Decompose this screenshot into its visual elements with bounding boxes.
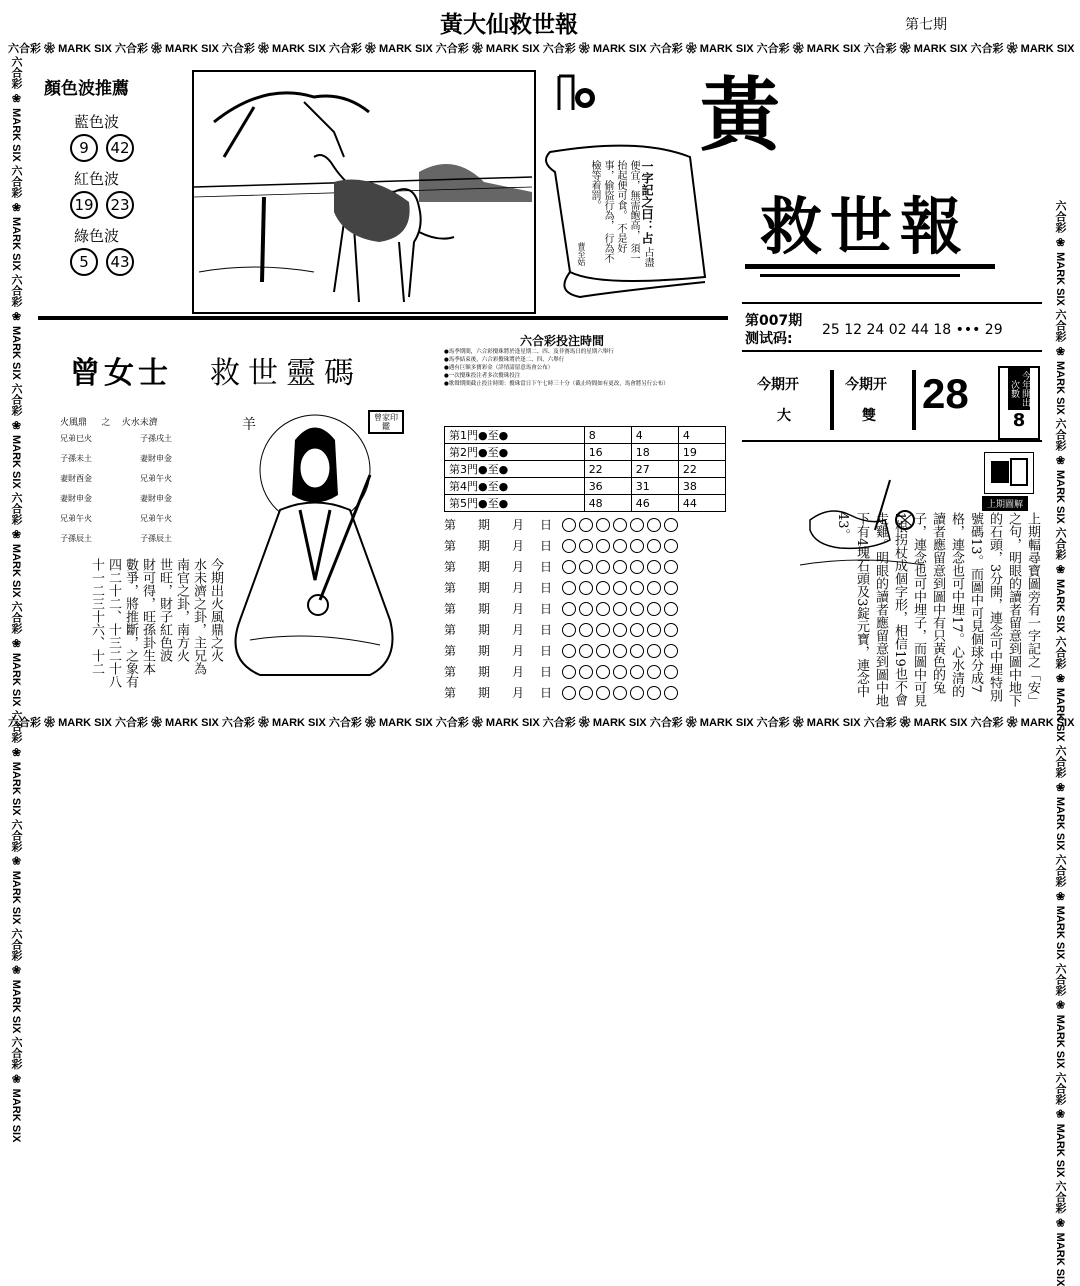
red-wave-numbers bbox=[66, 189, 178, 221]
wave-number: 23 bbox=[106, 191, 134, 219]
record-label: 日 bbox=[540, 602, 553, 616]
timing-line: ●遇有巨額多寶彩金（詳情請留意馬會公布） bbox=[444, 365, 554, 371]
record-label: 月 bbox=[512, 581, 525, 595]
timing-line: ●馬季結束後，六合彩攪珠將於逢二、四、六舉行 bbox=[444, 357, 565, 363]
sheep-char: 羊 bbox=[242, 417, 256, 433]
record-label: 日 bbox=[540, 518, 553, 532]
ball-slot bbox=[579, 644, 593, 658]
record-row bbox=[444, 556, 734, 577]
gua-right-line: 妻財申金 bbox=[140, 454, 172, 463]
record-label: 期 bbox=[478, 560, 491, 574]
ball-slot bbox=[579, 539, 593, 553]
ball-slot bbox=[664, 665, 678, 679]
gates-table bbox=[444, 426, 726, 512]
masthead-big-char: 黃 bbox=[700, 68, 780, 162]
record-label: 日 bbox=[540, 623, 553, 637]
today-b-value: 雙 bbox=[862, 408, 876, 424]
ball-slot bbox=[630, 539, 644, 553]
record-label: 第 bbox=[444, 602, 457, 616]
ball-slot bbox=[630, 518, 644, 532]
record-rows bbox=[444, 514, 734, 703]
ball-slot bbox=[613, 581, 627, 595]
gate-a: 22 bbox=[584, 461, 631, 478]
gua-right-line: 子孫戌土 bbox=[140, 434, 172, 443]
wave-number: 9 bbox=[70, 134, 98, 162]
ball-slot bbox=[613, 623, 627, 637]
scroll-line: 占盡便宜，無需飽高， bbox=[628, 160, 653, 268]
ball-slot bbox=[562, 581, 576, 595]
gate-b: 31 bbox=[631, 478, 678, 495]
ball-slot bbox=[613, 665, 627, 679]
madam-title-b: 救世靈碼 bbox=[210, 356, 362, 391]
madam-stamp: 曾家印鑑 bbox=[368, 410, 404, 434]
gate-b: 46 bbox=[631, 495, 678, 512]
record-label: 第 bbox=[444, 560, 457, 574]
record-row bbox=[444, 577, 734, 598]
ball-slot bbox=[579, 665, 593, 679]
gate-b: 18 bbox=[631, 444, 678, 461]
record-label: 日 bbox=[540, 560, 553, 574]
today-a-label: 今期开 bbox=[757, 377, 799, 393]
gua-left-line: 子孫未土 bbox=[60, 454, 92, 463]
record-row bbox=[444, 619, 734, 640]
ball-slot bbox=[562, 644, 576, 658]
poem-col: 世旺，財子紅色波 bbox=[157, 558, 172, 662]
record-label: 第 bbox=[444, 644, 457, 658]
record-balls bbox=[560, 664, 679, 679]
record-label: 期 bbox=[478, 518, 491, 532]
ball-slot bbox=[596, 686, 610, 700]
gate-b: 4 bbox=[631, 427, 678, 444]
ball-slot bbox=[579, 686, 593, 700]
blue-wave-label: 藍色波 bbox=[74, 113, 120, 131]
record-balls bbox=[560, 601, 679, 616]
record-label: 日 bbox=[540, 539, 553, 553]
gua-left-line: 兄弟巳火 bbox=[60, 434, 92, 443]
ball-slot bbox=[579, 623, 593, 637]
ball-slot bbox=[630, 686, 644, 700]
ball-slot bbox=[596, 644, 610, 658]
record-label: 日 bbox=[540, 581, 553, 595]
side-label-2: 今年開 bbox=[1020, 371, 1030, 398]
ball-slot bbox=[630, 644, 644, 658]
record-balls bbox=[560, 517, 679, 532]
gate-c: 22 bbox=[678, 461, 725, 478]
today-b-label: 今期开 bbox=[845, 377, 887, 393]
record-grid bbox=[444, 514, 734, 703]
ball-slot bbox=[579, 518, 593, 532]
record-balls bbox=[560, 538, 679, 553]
green-wave-label: 綠色波 bbox=[74, 227, 120, 245]
gate-row bbox=[445, 478, 726, 495]
clue-text: 上期輻尋寶圖旁有一字記之「安」之句，明眼的讀者留意到圖中地下的石頭，3分開，連念可中埋特別號碼13。而圖中可見個球分成7格，連念也可中埋17。心水清的讀者應留意到圖中有只黃色的兔子，連念也可中埋子，而圖中可見1根拐杖成個字形，相信19也不會走雞。明眼的讀者應留意到圖中地下有4塊石頭及3錠元寶，連念中43。 bbox=[835, 512, 1040, 707]
poem-col: 水未濟之卦，主兄為 bbox=[191, 558, 206, 675]
gate-row bbox=[445, 444, 726, 461]
record-label: 第 bbox=[444, 686, 457, 700]
gate-label: 第2門●至● bbox=[445, 444, 585, 461]
gua-left-title: 火風鼎 bbox=[60, 418, 88, 428]
record-label: 月 bbox=[512, 560, 525, 574]
ball-slot bbox=[664, 518, 678, 532]
gua-right-line: 兄弟午火 bbox=[140, 474, 172, 483]
poem-col: 數爭，將推斷，之象有 bbox=[123, 558, 138, 688]
record-label: 第 bbox=[444, 665, 457, 679]
record-balls bbox=[560, 622, 679, 637]
ball-slot bbox=[613, 602, 627, 616]
test-numbers: 25 12 24 02 44 18 ••• 29 bbox=[822, 322, 1003, 338]
gua-right-line: 兄弟午火 bbox=[140, 514, 172, 523]
ball-slot bbox=[596, 623, 610, 637]
test-period-label: 第007期 bbox=[745, 313, 803, 329]
gua-left-line: 子孫辰土 bbox=[60, 534, 92, 543]
ball-slot bbox=[613, 518, 627, 532]
timing-line: ●一次攪珠投注者多次攪珠投注 bbox=[444, 373, 521, 379]
wave-number: 5 bbox=[70, 248, 98, 276]
special-side-box bbox=[998, 366, 1040, 440]
gua-left-line: 妻財申金 bbox=[60, 494, 92, 503]
gate-a: 48 bbox=[584, 495, 631, 512]
ball-slot bbox=[664, 623, 678, 637]
record-row bbox=[444, 661, 734, 682]
poem-col: 財可得，旺孫卦生本 bbox=[140, 558, 155, 675]
ball-slot bbox=[664, 539, 678, 553]
ball-slot bbox=[613, 644, 627, 658]
ball-slot bbox=[562, 686, 576, 700]
timing-line: ●歌聲期間截止投注時間：攪珠當日下午七時三十分（截止時間如有更改，馬會將另行公布） bbox=[444, 381, 669, 387]
ball-slot bbox=[613, 560, 627, 574]
record-label: 第 bbox=[444, 518, 457, 532]
green-wave-numbers bbox=[66, 246, 178, 278]
record-label: 日 bbox=[540, 644, 553, 658]
ball-slot bbox=[596, 602, 610, 616]
ball-slot bbox=[647, 602, 661, 616]
record-label: 第 bbox=[444, 623, 457, 637]
ball-slot bbox=[562, 623, 576, 637]
ball-slot bbox=[647, 644, 661, 658]
ball-slot bbox=[664, 560, 678, 574]
record-balls bbox=[560, 643, 679, 658]
record-balls bbox=[560, 685, 679, 700]
gate-row bbox=[445, 495, 726, 512]
scroll-text bbox=[588, 160, 654, 270]
gate-label: 第1門●至● bbox=[445, 427, 585, 444]
record-label: 期 bbox=[478, 644, 491, 658]
madam-title-a: 曾女士 bbox=[70, 356, 172, 391]
ball-slot bbox=[630, 623, 644, 637]
ball-slot bbox=[630, 581, 644, 595]
ball-slot bbox=[664, 602, 678, 616]
gate-a: 16 bbox=[584, 444, 631, 461]
special-box bbox=[742, 360, 1042, 438]
scroll-heading: 一字記之曰：占 bbox=[640, 160, 654, 244]
gate-c: 19 bbox=[678, 444, 725, 461]
clue-tag: 上期圖解 bbox=[982, 496, 1028, 511]
record-row bbox=[444, 535, 734, 556]
record-label: 期 bbox=[478, 686, 491, 700]
record-label: 期 bbox=[478, 581, 491, 595]
border-left: 六合彩 ❀ MARK SIX 六合彩 ❀ MARK SIX 六合彩 ❀ MARK SIX 六合彩 ❀ MARK SIX 六合彩 ❀ MARK SIX 六合彩 ❀ MARK SIX 六合彩 ❀ MARK SIX 六合彩 ❀ MARK SIX 六合彩 ❀ MARK SIX 六合彩 ❀ MARK SIX bbox=[10, 56, 22, 1143]
ball-slot bbox=[630, 665, 644, 679]
record-label: 月 bbox=[512, 518, 525, 532]
timing-title: 六合彩投注時間 bbox=[520, 334, 605, 348]
ball-slot bbox=[562, 560, 576, 574]
gate-a: 8 bbox=[584, 427, 631, 444]
wave-number: 19 bbox=[70, 191, 98, 219]
issue-number: 第七期 bbox=[905, 17, 947, 33]
gua-right-line: 妻財申金 bbox=[140, 494, 172, 503]
gate-label: 第4門●至● bbox=[445, 478, 585, 495]
ball-slot bbox=[647, 518, 661, 532]
record-balls bbox=[560, 580, 679, 595]
wave-number: 43 bbox=[106, 248, 134, 276]
special-side-label bbox=[1008, 368, 1030, 410]
ball-slot bbox=[562, 665, 576, 679]
record-label: 月 bbox=[512, 665, 525, 679]
record-label: 日 bbox=[540, 686, 553, 700]
record-row bbox=[444, 598, 734, 619]
wave-title: 顏色波推薦 bbox=[44, 79, 129, 99]
timing-lines bbox=[444, 348, 729, 388]
gate-label: 第5門●至● bbox=[445, 495, 585, 512]
record-label: 日 bbox=[540, 665, 553, 679]
ball-slot bbox=[579, 602, 593, 616]
scroll bbox=[540, 132, 715, 302]
ball-slot bbox=[647, 686, 661, 700]
ball-slot bbox=[647, 623, 661, 637]
logo-icon bbox=[555, 72, 597, 114]
record-label: 期 bbox=[478, 602, 491, 616]
poem-col: 今期出火風鼎之火 bbox=[208, 558, 223, 662]
poem-col: 南官之卦，南方火 bbox=[174, 558, 189, 662]
scroll-line: 行為不檢等着罰。 bbox=[589, 160, 613, 264]
ball-slot bbox=[596, 665, 610, 679]
scroll-line: 不是好事，偷盜行為， bbox=[602, 160, 626, 254]
record-balls bbox=[560, 559, 679, 574]
today-a-value: 大 bbox=[777, 408, 791, 424]
poem-col: 十一二三十六、十二 bbox=[89, 558, 104, 675]
scroll-line: 須一抬起便可食。 bbox=[615, 160, 639, 264]
record-label: 月 bbox=[512, 644, 525, 658]
record-label: 月 bbox=[512, 539, 525, 553]
border-right: 六合彩 ❀ MARK SIX 六合彩 ❀ MARK SIX 六合彩 ❀ MARK SIX 六合彩 ❀ MARK SIX 六合彩 ❀ MARK SIX 六合彩 ❀ MARK SIX 六合彩 ❀ MARK SIX 六合彩 ❀ MARK SIX 六合彩 ❀ MARK SIX 六合彩 ❀ MARK SIX bbox=[1054, 200, 1066, 1286]
ball-slot bbox=[562, 539, 576, 553]
gua-mid: 之 bbox=[101, 418, 111, 428]
ball-slot bbox=[664, 581, 678, 595]
ball-slot bbox=[613, 686, 627, 700]
lady-illustration bbox=[200, 400, 420, 690]
gua-left-line: 兄弟午火 bbox=[60, 514, 92, 523]
gua-left-line: 妻財酉金 bbox=[60, 474, 92, 483]
record-label: 月 bbox=[512, 623, 525, 637]
side-label-1: 出次數 bbox=[1009, 380, 1030, 407]
gate-row bbox=[445, 427, 726, 444]
record-row bbox=[444, 640, 734, 661]
wave-box bbox=[38, 70, 178, 305]
record-label: 期 bbox=[478, 539, 491, 553]
gate-c: 4 bbox=[678, 427, 725, 444]
gua-right-line: 子孫辰土 bbox=[140, 534, 172, 543]
scroll-signature: 曹至姑 bbox=[577, 242, 586, 266]
test-code-label: 测试码: bbox=[745, 331, 793, 347]
masthead-subtitle: 救世報 bbox=[760, 190, 971, 263]
header-title: 黃大仙救世報 bbox=[440, 11, 578, 38]
record-label: 月 bbox=[512, 686, 525, 700]
ball-slot bbox=[613, 539, 627, 553]
ball-slot bbox=[630, 602, 644, 616]
clue-icon bbox=[984, 452, 1034, 494]
timing-line: ●馬季期間，六合彩攪珠將於逢星期二、四、及非賽馬日的星期六舉行 bbox=[444, 349, 614, 355]
gua-right-title: 火水未濟 bbox=[121, 418, 158, 428]
ball-slot bbox=[596, 518, 610, 532]
blue-wave-numbers bbox=[66, 132, 178, 164]
record-label: 第 bbox=[444, 581, 457, 595]
record-row bbox=[444, 682, 734, 703]
ball-slot bbox=[664, 686, 678, 700]
ball-slot bbox=[562, 518, 576, 532]
ball-slot bbox=[579, 581, 593, 595]
red-wave-label: 紅色波 bbox=[74, 170, 120, 188]
record-row bbox=[444, 514, 734, 535]
border-top: 六合彩 ❀ MARK SIX 六合彩 ❀ MARK SIX 六合彩 ❀ MARK SIX 六合彩 ❀ MARK SIX 六合彩 ❀ MARK SIX 六合彩 ❀ MARK SIX 六合彩 ❀ MARK SIX 六合彩 ❀ MARK SIX 六合彩 ❀ MARK SIX 六合彩 ❀ MARK SIX bbox=[8, 43, 1075, 55]
gate-c: 38 bbox=[678, 478, 725, 495]
ball-slot bbox=[562, 602, 576, 616]
record-label: 期 bbox=[478, 665, 491, 679]
ball-slot bbox=[647, 581, 661, 595]
poem-col: 四二十二、十三二十八 bbox=[106, 558, 121, 688]
ball-slot bbox=[630, 560, 644, 574]
gate-a: 36 bbox=[584, 478, 631, 495]
ball-slot bbox=[647, 539, 661, 553]
gate-label: 第3門●至● bbox=[445, 461, 585, 478]
special-big-number: 28 bbox=[922, 370, 969, 417]
ball-slot bbox=[664, 644, 678, 658]
camel-drawing bbox=[194, 72, 534, 312]
ball-slot bbox=[596, 581, 610, 595]
record-label: 第 bbox=[444, 539, 457, 553]
wave-number: 42 bbox=[106, 134, 134, 162]
gate-c: 44 bbox=[678, 495, 725, 512]
ball-slot bbox=[647, 560, 661, 574]
gate-b: 27 bbox=[631, 461, 678, 478]
ball-slot bbox=[596, 560, 610, 574]
ball-slot bbox=[647, 665, 661, 679]
border-bottom: 六合彩 ❀ MARK SIX 六合彩 ❀ MARK SIX 六合彩 ❀ MARK SIX 六合彩 ❀ MARK SIX 六合彩 ❀ MARK SIX 六合彩 ❀ MARK SIX 六合彩 ❀ MARK SIX 六合彩 ❀ MARK SIX 六合彩 ❀ MARK SIX 六合彩 ❀ MARK SIX bbox=[8, 717, 1075, 729]
ball-slot bbox=[579, 560, 593, 574]
camel-illustration bbox=[192, 70, 536, 314]
gate-row bbox=[445, 461, 726, 478]
special-side-value: 8 bbox=[1012, 410, 1026, 431]
ball-slot bbox=[596, 539, 610, 553]
record-label: 月 bbox=[512, 602, 525, 616]
record-label: 期 bbox=[478, 623, 491, 637]
